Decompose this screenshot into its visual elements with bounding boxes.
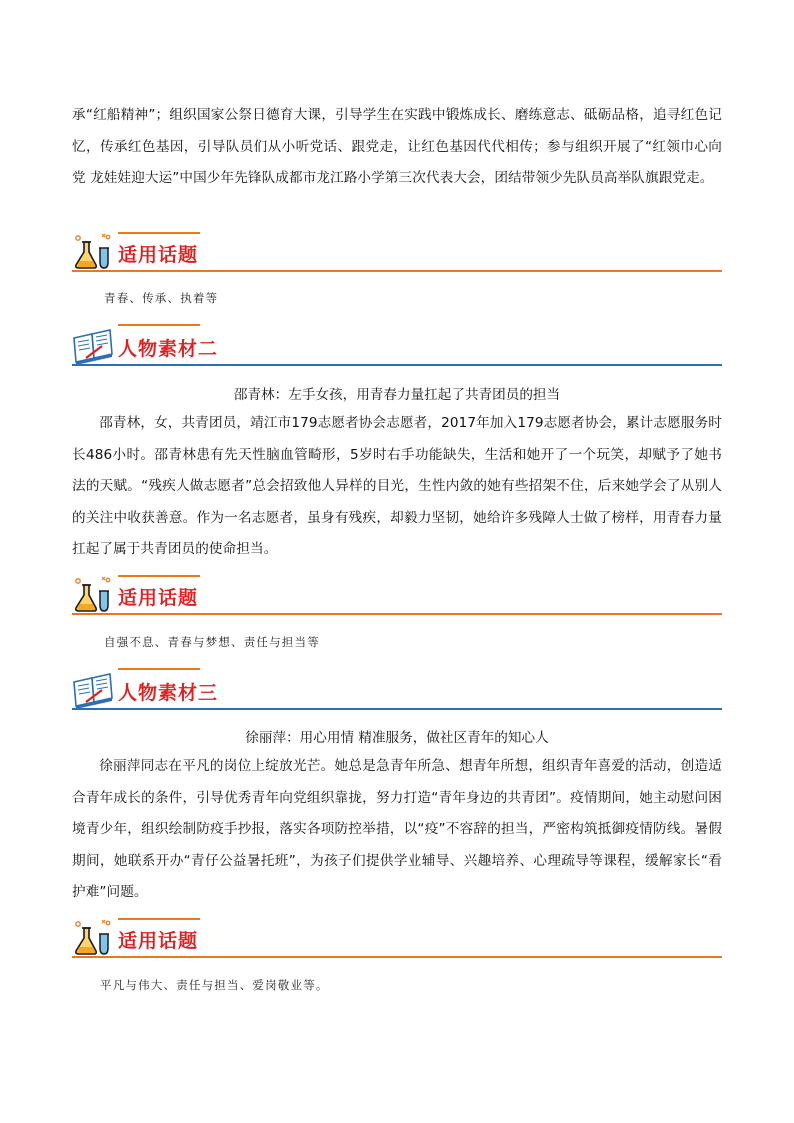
topic-header-2 bbox=[72, 575, 722, 615]
topic-header-title: 适用话题 bbox=[118, 930, 199, 952]
open-book-icon bbox=[72, 328, 116, 364]
open-book-icon bbox=[72, 672, 116, 708]
person-header-title: 人物素材三 bbox=[118, 682, 219, 704]
person-title-3: 徐丽萍：用心用情 精准服务，做社区青年的知心人 bbox=[245, 730, 549, 746]
topic-text-1: 青春、传承、执着等 bbox=[104, 291, 219, 305]
flask-icon bbox=[72, 232, 114, 270]
person-header-title: 人物素材二 bbox=[118, 338, 219, 360]
person-body-2: 邵青林，女，共青团员，靖江市179志愿者协会志愿者，2017年加入179志愿者协会，累计志愿服务时长486小时。邵青林患有先天性脑血管畸形，5岁时右手功能缺失，生活和她开了一个玩笑，却赋予了她书法的天赋。“残疾人做志愿者”总会招致他人异样的目光，生性内敛的她有些招架不住，后来她学会了从别人的关注中收获善意。作为一名志愿者，虽身有残疾，却毅力坚韧，她给许多残障人士做了榜样，用青春力量扛起了属于共青团员的使命担当。 bbox=[72, 415, 722, 557]
intro-paragraph: 承“红船精神”；组织国家公祭日德育大课，引导学生在实践中锻炼成长、磨练意志、砥砺品格，追寻红色记忆，传承红色基因，引导队员们从小听党话、跟党走，让红色基因代代相传；参与组织开展了“红领巾心向党 龙娃娃迎大运”中国少年先锋队成都市龙江路小学第三次代表大会，团结带领少先队员高举队旗跟党走。 bbox=[72, 107, 722, 186]
topic-header-title: 适用话题 bbox=[118, 587, 199, 609]
person-title-2: 邵青林：左手女孩，用青春力量扛起了共青团员的担当 bbox=[233, 387, 561, 403]
flask-icon bbox=[72, 575, 114, 613]
topic-header-1 bbox=[72, 232, 722, 272]
flask-icon bbox=[72, 918, 114, 956]
person-body-3: 徐丽萍同志在平凡的岗位上绽放光芒。她总是急青年所急、想青年所想，组织青年喜爱的活动，创造适合青年成长的条件，引导优秀青年向党组织靠拢，努力打造“青年身边的共青团”。疫情期间，她主动慰问困境青少年，组织绘制防疫手抄报，落实各项防控举措，以“疫”不容辞的担当，严密构筑抵御疫情防线。暑假期间，她联系开办“青仔公益暑托班”，为孩子们提供学业辅导、兴趣培养、心理疏导等课程，缓解家长“看护难”问题。 bbox=[72, 758, 722, 900]
person-header-3 bbox=[72, 666, 722, 710]
topic-text-3: 平凡与伟大、责任与担当、爱岗敬业等。 bbox=[100, 978, 329, 992]
topic-header-3 bbox=[72, 918, 722, 958]
topic-header-title: 适用话题 bbox=[118, 244, 199, 266]
person-header-2 bbox=[72, 322, 722, 366]
topic-text-2: 自强不息、青春与梦想、责任与担当等 bbox=[104, 635, 320, 649]
